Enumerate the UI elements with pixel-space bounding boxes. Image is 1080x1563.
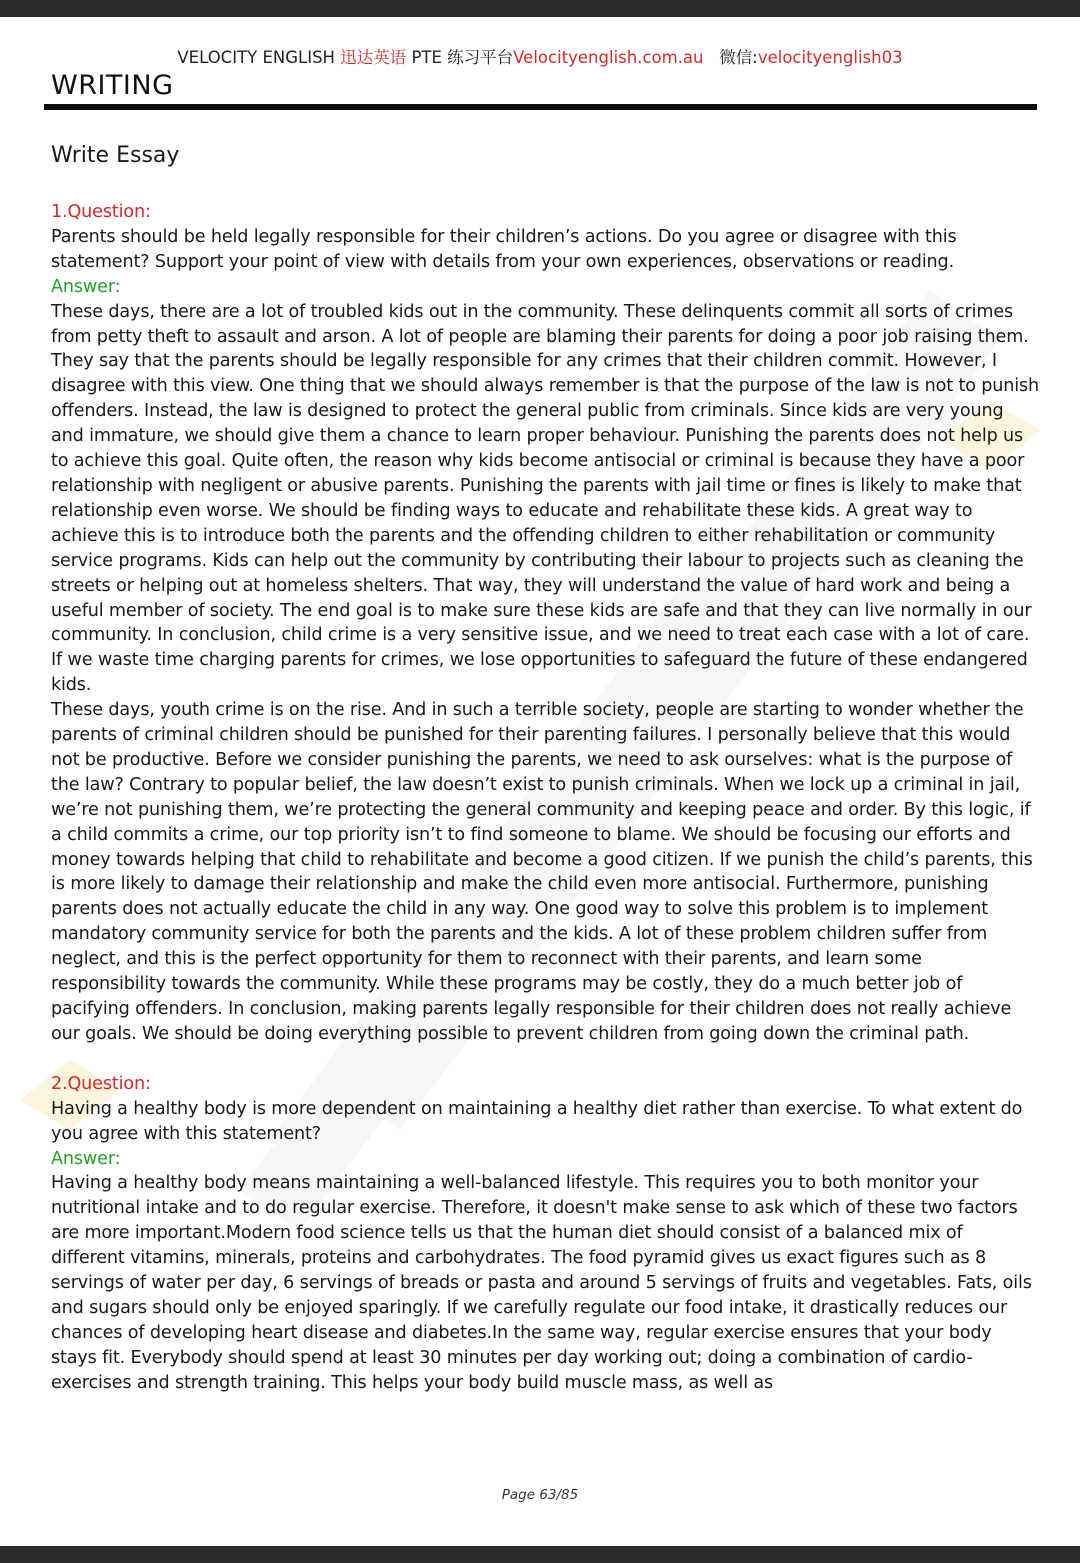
question-spacer — [51, 1047, 1041, 1072]
section-divider — [44, 104, 1037, 110]
header-website: Velocityenglish.com.au — [513, 48, 704, 67]
question-2-label: 2.Question: — [51, 1073, 151, 1094]
top-dark-bar — [0, 0, 1080, 17]
question-2-text: Having a healthy body is more dependent on maintaining a healthy diet rather than exercise. To what extent do you agree with this statement? — [51, 1098, 1023, 1144]
page-number: Page 63/85 — [501, 1487, 579, 1503]
header-chinese-name: 迅达英语 — [340, 48, 407, 67]
answer-2-paragraph-1: Having a healthy body means maintaining a well-balanced lifestyle. This requires you to both monitor your nutritional intake and to do regular exercise. Therefore, it doesn't make sense to ask which of these two factors are more important.Modern food science tells us that the human diet should consist of a balanced mix of different vitamins, minerals, proteins and carbohydrates. The food pyramid gives us exact figures such as 8 servings of water per day, 6 servings of breads or pasta and around 5 servings of fruits and vegetables. Fats, oils and sugars should only be enjoyed sparingly. If we carefully regulate our food intake, it drastically reduces our chances of developing heart disease and diabetes.In the same way, regular exercise ensures that your body stays fit. Everybody should spend at least 30 minutes per day working out; doing a combination of cardio-exercises and strength training. This helps your body build muscle mass, as well as — [51, 1173, 1032, 1393]
answer-2-label: Answer: — [51, 1148, 121, 1169]
document-header — [0, 44, 1080, 68]
section-title: WRITING — [51, 70, 174, 101]
header-wechat-id: velocityenglish03 — [757, 48, 903, 67]
subsection-title: Write Essay — [51, 143, 180, 168]
answer-1-paragraph-1: These days, there are a lot of troubled kids out in the community. These delinquents commit all sorts of crimes from petty theft to assault and arson. A lot of people are blaming their parents for doing a poor job raising them. They say that the parents should be legally responsible for any crimes that their children commit. However, I disagree with this view. One thing that we should always remember is that the purpose of the law is not to punish offenders. Instead, the law is designed to protect the general public from criminals. Since kids are very young and immature, we should give them a chance to learn proper behaviour. Punishing the parents does not help us to achieve this goal. Quite often, the reason why kids become antisocial or criminal is because they have a poor relationship with negligent or abusive parents. Punishing the parents with jail time or fines is likely to make that relationship even worse. We should be finding ways to educate and rehabilitate these kids. A great way to achieve this is to introduce both the parents and the offending children to either rehabilitation or community service programs. Kids can help out the community by contributing their labour to projects such as cleaning the streets or helping out at homeless shelters. That way, they will understand the value of hard work and being a useful member of society. The end goal is to make sure these kids are safe and that they can live normally in our community. In conclusion, child crime is a very sensitive issue, and we need to treat each case with a lot of care. If we waste time charging parents for crimes, we lose opportunities to safeguard the future of these endangered kids. — [51, 301, 1040, 696]
header-middle: PTE 练习平台 — [406, 48, 514, 67]
question-1-label: 1.Question: — [51, 202, 151, 222]
answer-1-paragraph-2: These days, youth crime is on the rise. And in such a terrible society, people are starting to wonder whether the parents of criminal children should be punished for their parenting failures. I personally believe that this would not be productive. Before we consider punishing the parents, we need to ask ourselves: what is the purpose of the law? Contrary to popular belief, the law doesn’t exist to punish criminals. When we lock up a criminal in jail, we’re not punishing them, we’re protecting the general community and keeping peace and order. By this logic, if a child commits a crime, our top priority isn’t to find someone to blame. We should be focusing our efforts and money towards helping that child to rehabilitate and become a good citizen. If we punish the child’s parents, this is more likely to damage their relationship and make the child even more antisocial. Furthermore, punishing parents does not actually educate the child in any way. One good way to solve this problem is to implement mandatory community service for both the parents and the kids. A lot of these problem children suffer from neglect, and this is the perfect opportunity for them to reconnect with their parents, and learn some responsibility towards the community. While these programs may be costly, they do a much better job of pacifying offenders. In conclusion, making parents legally responsible for their children does not really achieve our goals. We should be doing everything possible to prevent children from going down the criminal path. — [51, 700, 1033, 1044]
question-1-text: Parents should be held legally responsible for their children’s actions. Do you agree or disagree with this statement? Support your point of view with details from your own experiences, observations or reading. — [51, 226, 957, 272]
bottom-dark-bar — [0, 1546, 1080, 1563]
header-prefix: VELOCITY ENGLISH — [177, 48, 341, 67]
essay-content — [51, 200, 1041, 1396]
answer-1-label: Answer: — [51, 276, 121, 297]
header-wechat-label: 微信: — [703, 48, 758, 67]
